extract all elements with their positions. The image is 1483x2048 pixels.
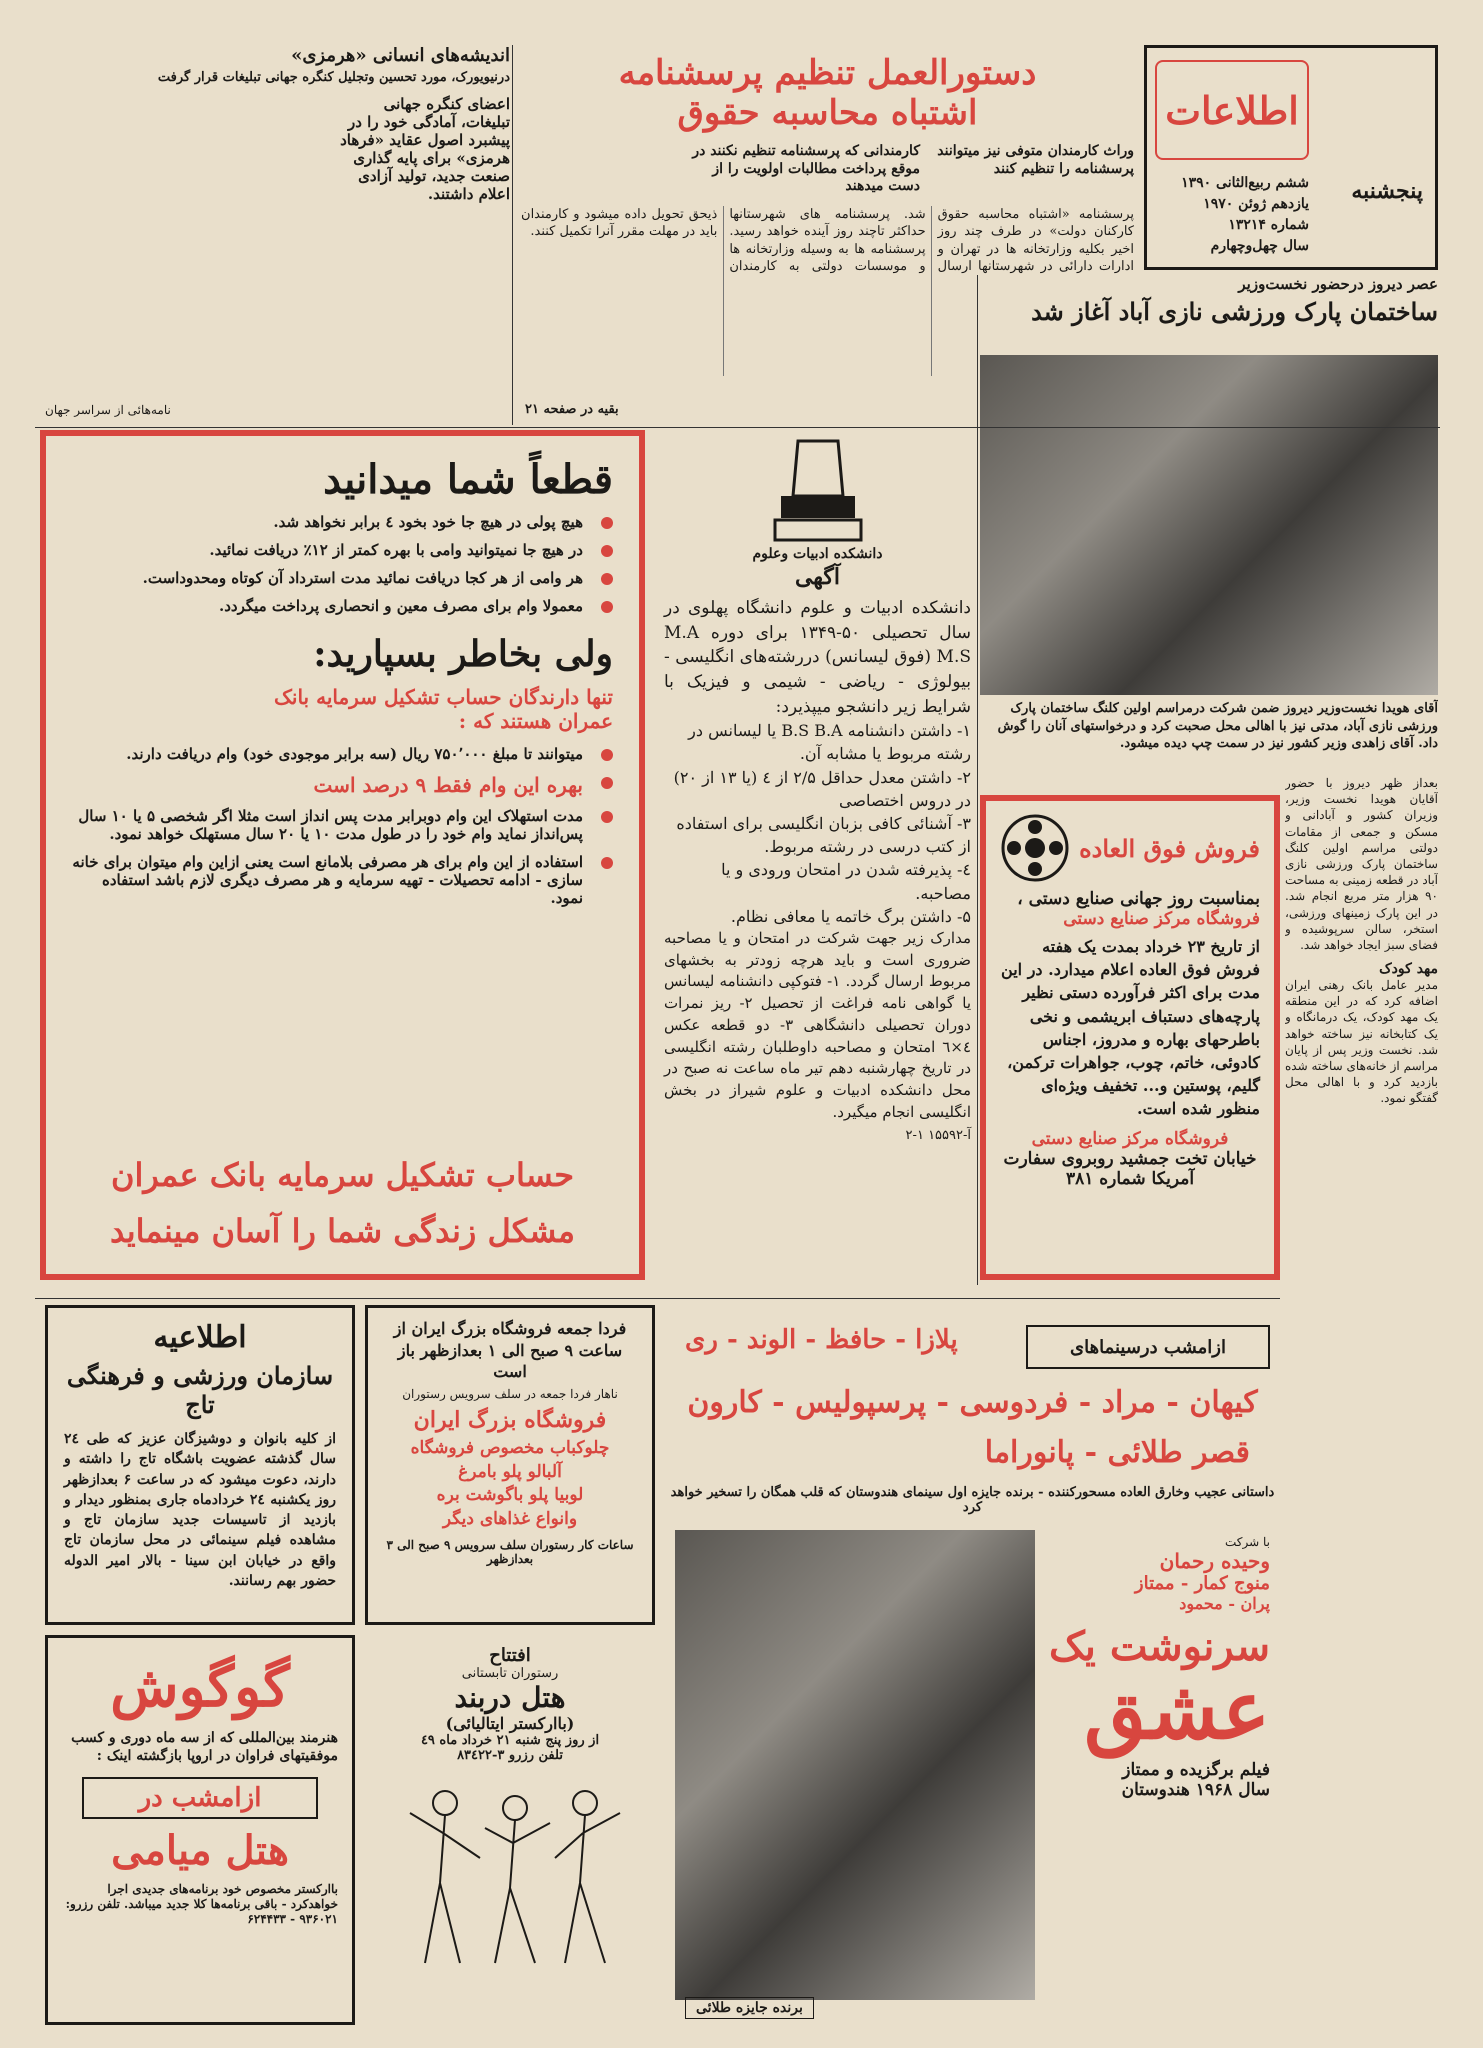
bank-point: میتوانند تا مبلغ ۷۵۰٬۰۰۰ ریال (سه برابر موجودی خود) وام دریافت دارند.	[72, 745, 613, 763]
university-code: آ-۱۵۵۹۲ ۱-۲	[905, 1127, 971, 1143]
taj-title: اطلاعیه	[153, 1320, 247, 1355]
cinemas-mid: کیهان - مراد - فردوسی - پرسپولیس - کارون	[687, 1385, 1258, 1420]
newspaper-logo	[1155, 60, 1309, 160]
lead-deck	[515, 143, 1140, 196]
film-title-small: سرنوشت یک	[1048, 1623, 1270, 1670]
park-caption: آقای هویدا نخست‌وزیر دیروز ضمن شرکت درمراسم اولین کلنگ ساختمان پارک ورزشی نازی آباد، مدتی نیز با اهالی محل صحبت کرد و درخواستهای آنان را گوش داد. آقای زاهدی وزیر کشور نیز در سمت چپ دیده میشود.	[997, 701, 1438, 752]
cinema-ad	[665, 1305, 1280, 2025]
film-sub-1: فیلم برگزیده و ممتاز	[1122, 1760, 1270, 1780]
park-kicker: عصر دیروز درحضور نخست‌وزیر	[1238, 275, 1438, 293]
menu-item: وانواع غذاهای دیگر	[442, 1509, 578, 1530]
volume-year: سال چهل‌وچهارم	[1210, 238, 1309, 254]
thought-lede: اعضای کنگره جهانی تبلیغات، آمادگی خود را در پیشبرد اصول عقاید «فرهاد هرمزی» برای پایه گذاری صنعت جدید، تولید آزادی اعلام داشتند.	[340, 95, 510, 203]
row-rule	[35, 427, 1440, 428]
film-sub-2: سال ۱۹۶۸ هندوستان	[1121, 1780, 1270, 1800]
bank-bullet: معمولا وام برای مصرف معین و انحصاری پرداخت میگردد.	[72, 597, 613, 615]
bank-point: استفاده از این وام برای هر مصرفی بلامانع است یعنی ازاین وام میتوان برای خانه سازی - ادامه تحصیلات - تهیه سرمایه و هر مصرف دیگری لازم باشد استفاده نمود.	[72, 853, 613, 907]
googoosh-ad	[45, 1635, 355, 2025]
lead-continued: بقیه در صفحه ۲۱	[525, 402, 619, 417]
hotel-name: هتل دربند	[454, 1681, 566, 1714]
date-gregorian: یازدهم ژوئن ۱۹۷۰	[1203, 196, 1309, 212]
menu-item: چلوکباب مخصوص فروشگاه	[410, 1437, 610, 1458]
cinema-desc: داستانی عجیب وخارق العاده مسحورکننده - برنده جایزه اول سینمای هندوستان که قلب همگان را تسخیر خواهد کرد	[670, 1485, 1275, 1515]
bank-bullets	[72, 513, 613, 615]
crafts-address-title: فروشگاه مرکز صنایع دستی	[1031, 1128, 1229, 1149]
taj-notice	[45, 1305, 355, 1625]
lead-bullet-1: وراث کارمندان متوفی نیز میتوانند پرسشنامه را تنظیم کنند	[937, 143, 1134, 177]
lead-body: پرسشنامه «اشتباه محاسبه حقوق کارکنان دولت» در طرف چند روز اخیر بکلیه وزارتخانه ها در تهران و ادارات دارائی در شهرستانها ارسال شد. پرسشنامه های شهرستانها حداکثر تاچند روز آینده خواهد رسید. پرسشنامه ها به وسیله وزارتخانه ها و موسسات دولتی به کارمندان ذیحق تحویل داده میشود و کارمندان باید در مهلت مقرر آنرا تکمیل کنند.	[521, 206, 1134, 275]
cinemas-bottom: قصر طلائی - پانوراما	[984, 1435, 1250, 1470]
film-poster-photo	[675, 1530, 1035, 2000]
crafts-store: فروشگاه مرکز صنایع دستی	[1063, 909, 1260, 929]
weekday: پنجشنبه	[1351, 178, 1423, 204]
crafts-header	[1000, 813, 1260, 883]
menu-item: آلبالو پلو بامرغ	[458, 1461, 562, 1482]
cinema-tonight-box: ازامشب درسینماهای	[1026, 1325, 1270, 1369]
singer-name: گوگوش	[110, 1654, 290, 1720]
award-badge: برنده جایزه طلائی	[685, 1997, 814, 2019]
bank-subtitle: ولی بخاطر بسپارید:	[313, 633, 613, 675]
venue-name: هتل میامی	[111, 1827, 289, 1874]
dancers-illustration-icon	[385, 1773, 635, 1973]
date-hijri: ششم ربیع‌الثانی ۱۳۹۰	[1181, 175, 1309, 191]
university-title: آگهی	[794, 564, 841, 590]
bank-point: مدت استهلاک این وام دوبرابر مدت پس انداز است مثلا اگر شخصی ۵ یا ۱۰ سال پس‌انداز نماید وام خود را در طول مدت ۱۰ یا ۲۰ سال مستهلک خواهد نمود.	[72, 807, 613, 843]
thought-title: اندیشه‌های انسانی «هرمزی»	[291, 45, 510, 66]
star-name: پران - محمود	[1179, 1594, 1270, 1613]
park-photo	[980, 355, 1438, 695]
crafts-occasion: بمناسبت روز جهانی صنایع دستی ،	[1017, 889, 1260, 909]
university-item: ۱- داشتن دانشنامه B.S B.A یا لیسانس در رشته مربوط یا مشابه آن.	[688, 721, 971, 764]
hotel-phone: تلفن رزرو ۳-۸۳٤۲۲	[457, 1748, 563, 1763]
university-item: ۵- داشتن برگ خاتمه یا معافی نظام.	[730, 906, 971, 926]
university-item: ٤- پذیرفته شدن در امتحان ورودی و یا مصاحبه.	[721, 860, 971, 903]
university-intro: دانشکده ادبیات و علوم دانشگاه پهلوی در سال تحصیلی ۵۰-۱۳۴۹ برای دوره M.A M.S (فوق لیسانس) دررشته‌های انگلیسی - بیولوژی - ریاضی - شیمی و فیزیک با شرایط زیر دانشجو میپذیرد:	[664, 598, 972, 717]
bank-bullet: در هیچ جا نمیتوانید وامی با بهره کمتر از ١٢٪ دریافت نمائید.	[72, 541, 613, 559]
crafts-address: خیابان تخت جمشید روبروی سفارت آمریکا شماره ۳۸۱	[1003, 1148, 1257, 1189]
thought-subtitle: درنیویورک، مورد تحسین وتجلیل کنگره جهانی تبلیغات قرار گرفت	[157, 70, 510, 85]
row-rule	[35, 1298, 1280, 1299]
university-outro: مدارک زیر جهت شرکت در امتحان و یا مصاحبه ضروری است و باید هرچه زودتر به بخشهای مربوط ارسال گردد. ۱- فتوکپی دانشنامه لیسانس یا گواهی نامه فراغت از تحصیل ۲- ریز نمرات دوران تحصیلی دانشگاهی ۳- دو قطعه عکس ٤×٦ امتحان و مصاحبه داوطلبان رشته انگلیسی در تاریخ چهارشنبه دهم تیر ماه ساعت نه صبح در محل دانشکده ادبیات و علوم شیراز در بخش انگلیسی انجام میگیرد.	[664, 928, 971, 1121]
thought-footer: نامه‌هائی از سراسر جهان	[45, 403, 171, 417]
store-top: فردا جمعه فروشگاه بزرگ ایران از ساعت ۹ صبح الی ۱ بعدازظهر باز است	[393, 1319, 627, 1382]
tonight-box: ازامشب در	[82, 1777, 318, 1819]
bank-points	[72, 745, 613, 907]
hotel-type: رستوران تابستانی	[461, 1666, 559, 1681]
film-credits	[1030, 1535, 1270, 1800]
masthead	[1144, 45, 1438, 270]
crafts-emblem-icon	[1000, 813, 1070, 883]
university-org: دانشکده ادبیات وعلوم	[752, 546, 883, 562]
taj-body: از کلیه بانوان و دوشیزگان عزیز که طی ۲٤ سال گذشته عضویت باشگاه تاج را داشته و دارند، دعوت میشود که در ساعت ۶ بعدازظهر روز یکشنبه ۲٤ خردادماه جاری بمنظور دیدار و بازدید از تاسیسات جدید سازمان تاج و مشاهده فیلم سینمائی در محل سازمان تاج واقع در خیابان ابن سینا - بالار امیر الدوله حضور بهم رسانند.	[64, 1431, 336, 1590]
university-item: ۳- آشنائی کافی بزبان انگلیسی برای استفاده از کتب درسی در رشته مربوط.	[676, 813, 971, 857]
googoosh-footer: باارکستر مخصوص خود برنامه‌های جدیدی اجرا خواهدکرد - باقی برنامه‌ها کلا جدید میباشد. تلفن رزرو: ۹۳۶۰۲۱ - ۶۲۴۴۳۳	[65, 1882, 338, 1926]
side-body: بعداز ظهر دیروز با حضور آقایان هویدا نخست وزیر، وزیران کشور و آبادانی و مسکن و جمعی از مقامات دولتی مراسم اولین کلنگ ساختمان پارک ورزشی نازی آباد در قطعه زمینی به مساحت ۹۰ هزار متر مربع انجام شد. در این پارک زمینهای ورزشی، استخر، سالن سرپوشیده و فضای سبز ایجاد خواهد شد.	[1285, 776, 1438, 952]
star-name: منوج کمار - ممتاز	[1134, 1573, 1270, 1594]
bank-footer-1: حساب تشکیل سرمایه بانک عمران	[110, 1156, 575, 1194]
iran-store-ad	[365, 1305, 655, 1625]
bank-title: قطعاً شما میدانید	[323, 456, 613, 503]
lead-headline-1: دستورالعمل تنظیم پرسشنامه	[618, 53, 1037, 93]
store-name: فروشگاه بزرگ ایران	[413, 1406, 607, 1433]
lead-headline-2: اشتباه محاسبه حقوق	[677, 93, 978, 133]
cinemas-top: پلازا - حافظ - الوند - ری	[685, 1325, 958, 1355]
singer-desc: هنرمند بین‌المللی که از سه ماه دوری و کسب موفقیتهای فراوان در اروپا بازگشته اینک :	[71, 1730, 338, 1764]
darband-hotel-ad	[365, 1635, 655, 2025]
store-menu	[380, 1437, 640, 1532]
crafts-title: فروش فوق العاده	[1079, 833, 1260, 863]
film-title-big: عشق	[1084, 1663, 1270, 1757]
stars-label: با شرکت	[1225, 1535, 1270, 1549]
hotel-opening: افتتاح	[489, 1645, 531, 1666]
bank-omran-ad	[40, 430, 645, 1280]
issue-number: شماره ۱۳۲۱۴	[1228, 217, 1309, 233]
side-heading: مهد کودک	[1379, 961, 1438, 978]
university-emblem-icon	[773, 436, 863, 546]
side-column	[1285, 775, 1438, 2025]
logo-text: اطلاعات	[1165, 87, 1299, 133]
column-rule	[512, 45, 513, 425]
university-notice	[660, 430, 975, 1300]
hotel-date: از روز پنج شنبه ۲۱ خرداد ماه ٤۹	[420, 1733, 600, 1748]
date-block	[1159, 173, 1309, 257]
crafts-sale-ad	[980, 795, 1280, 1280]
lead-bullet-2: کارمندانی که پرسشنامه تنظیم نکنند در موقع پرداخت مطالبات اولویت را از دست میدهند	[692, 143, 920, 194]
university-item: ۲- داشتن معدل حداقل ۲/۵ از ٤ (یا ۱۳ از ۲۰) در دروس اختصاصی	[673, 767, 971, 810]
crafts-body: از تاریخ ۲۳ خرداد بمدت یک هفته فروش فوق العاده اعلام میدارد. در این مدت برای اکثر فرآورده دستی نظیر پارچه‌های دستباف ابریشمی و نخی باطرحهای بهاره و مدروز، اجناس کادوئی، خاتم، چوب، جواهرات ترکمن، گلیم، پوستین و... تخفیف ویژه‌ای منظور شده است.	[1001, 937, 1260, 1119]
store-sub: ناهار فردا جمعه در سلف سرویس رستوران	[402, 1386, 618, 1401]
store-footer: ساعات کار رستوران سلف سرویس ۹ صبح الی ۳ بعدازظهر	[386, 1537, 634, 1566]
side-body-2: مدیر عامل بانک رهنی ایران اضافه کرد که در این منطقه یک مهد کودک، یک درمانگاه و یک کتابخانه نیز ساخته خواهد شد. نخست وزیر پس از پایان مراسم از خانه‌های ساخته شده بازدید کرد و با اهالی محل گفتگو نمود.	[1285, 978, 1438, 1106]
bank-bullet: هر وامی از هر کجا دریافت نمائید مدت استرداد آن کوتاه ومحدوداست.	[72, 569, 613, 587]
bank-footer-2: مشکل زندگی شما را آسان مینماید	[109, 1212, 576, 1250]
park-headline: ساختمان پارک ورزشی نازی آباد آغاز شد	[1031, 297, 1438, 326]
bank-red-lead: تنها دارندگان حساب تشکیل سرمایه بانک عمران هستند که :	[274, 685, 613, 733]
menu-item: لوبیا پلو باگوشت بره	[436, 1485, 584, 1506]
hotel-band: (باارکستر ایتالیائی)	[445, 1714, 575, 1733]
bank-point-rate: بهره این وام فقط ۹ درصد است	[72, 773, 613, 797]
park-news	[980, 275, 1438, 770]
taj-org: سازمان ورزشی و فرهنگی تاج	[66, 1361, 334, 1419]
thought-column	[35, 45, 510, 425]
bank-bullet: هیچ پولی در هیچ جا خود بخود ٤ برابر نخواهد شد.	[72, 513, 613, 531]
star-name: وحیده رحمان	[1159, 1549, 1270, 1573]
